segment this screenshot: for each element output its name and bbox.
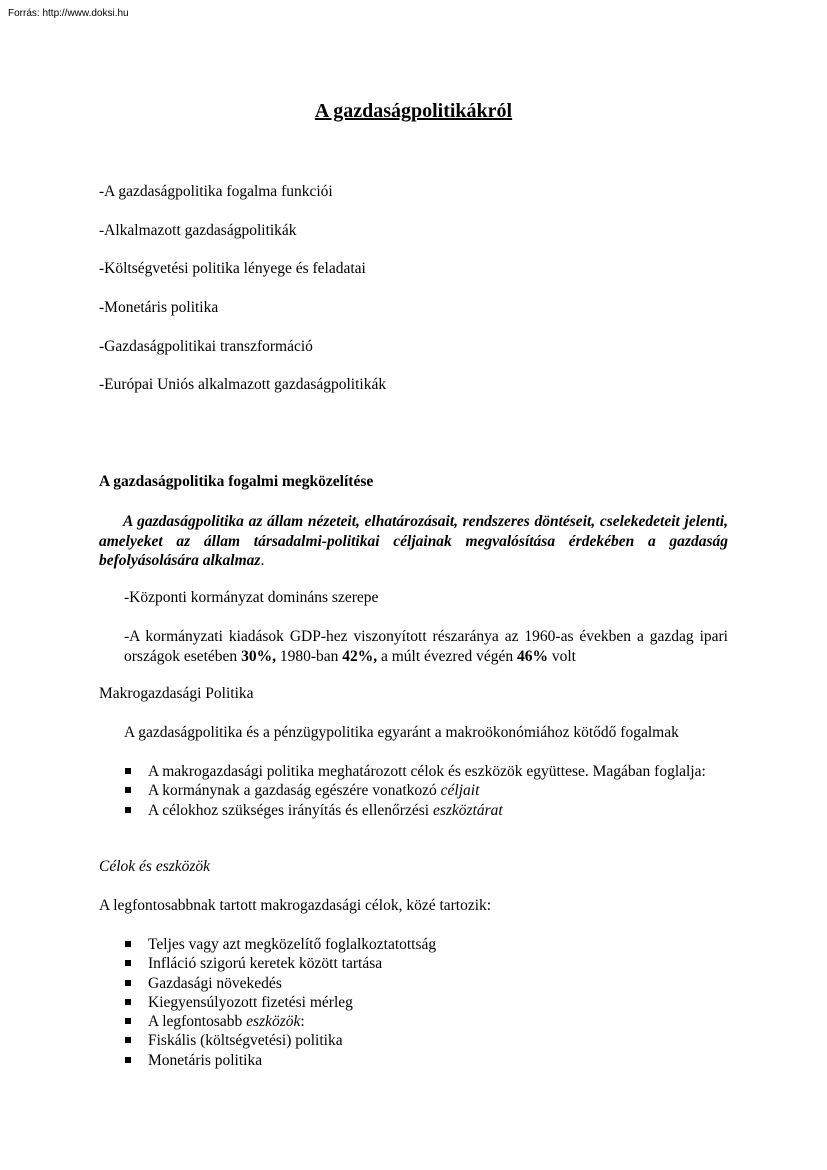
definition-paragraph [99, 512, 728, 571]
gdp-value-1960: 30%, [241, 647, 276, 665]
list-item [124, 993, 728, 1012]
list-item-italic: eszköztárat [432, 801, 503, 819]
list-item [124, 801, 728, 820]
makro-intro: A gazdaságpolitika és a pénzügypolitika egyaránt a makroökonómiához kötődő fogalmak [124, 724, 679, 741]
list-item [124, 762, 728, 781]
list-item-text: Fiskális (költségvetési) politika [148, 1032, 343, 1050]
makro-heading: Makrogazdasági Politika [99, 685, 254, 702]
gdp-text-2: 1980-ban [275, 647, 343, 665]
list-item-text: Teljes vagy azt megközelítő foglalkoztatottság [148, 936, 437, 953]
gdp-value-2000: 46% [516, 647, 548, 665]
topic-item: -Gazdaságpolitikai transzformáció [99, 338, 313, 355]
definition-period: . [260, 552, 265, 569]
list-item-text: Kiegyensúlyozott fizetési mérleg [148, 993, 353, 1011]
goals-heading: Célok és eszközök [99, 858, 211, 875]
list-item-text: A makrogazdasági politika meghatározott célok és eszközök együttese. Magában foglalja: [148, 763, 706, 780]
gdp-text-4: volt [547, 647, 576, 665]
list-item [124, 1012, 728, 1031]
goals-bullet-list [124, 935, 728, 1070]
list-item [124, 935, 728, 954]
list-item [124, 974, 728, 993]
gdp-value-1980: 42%, [342, 647, 378, 665]
gdp-text-1: -A kormányzati kiadások GDP-hez viszonyított részaránya az 1960-as években a gazdag ipari országok esetében [124, 628, 728, 665]
source-label: Forrás: http://www.doksi.hu [8, 8, 129, 19]
list-item [124, 954, 728, 973]
goals-intro: A legfontosabbnak tartott makrogazdasági célok, közé tartozik: [99, 897, 492, 914]
list-item [124, 1051, 728, 1070]
list-item-italic: céljait [440, 782, 480, 800]
list-item-text: Monetáris politika [148, 1051, 263, 1069]
gdp-text-3: a múlt évezred végén [377, 647, 517, 665]
list-item [124, 1031, 728, 1050]
topic-item: -Költségvetési politika lényege és feladatai [99, 260, 366, 277]
topic-item: -Európai Uniós alkalmazott gazdaságpolitikák [99, 376, 387, 393]
list-item-text: Gazdasági növekedés [148, 974, 282, 992]
topic-item: -Alkalmazott gazdaságpolitikák [99, 222, 297, 239]
page-title: A gazdaságpolitikákról [314, 100, 513, 122]
list-item-text: Infláció szigorú keretek között tartása [148, 955, 383, 973]
list-item-suffix: : [300, 1013, 305, 1031]
section-heading: A gazdaságpolitika fogalmi megközelítése [99, 473, 374, 490]
definition-text: A gazdaságpolitika az állam nézeteit, elhatározásait, rendszeres döntéseit, cselekedeteit jelenti, amelyeket az állam társadalmi-politikai céljainak megvalósítása érdekében a gazdaság befolyásolására alkalmaz [99, 513, 728, 569]
central-government-line: -Központi kormányzat domináns szerepe [124, 589, 379, 606]
list-item-text: A kormánynak a gazdaság egészére vonatkozó [148, 782, 441, 800]
makro-bullet-list [124, 762, 728, 820]
topic-item: -A gazdaságpolitika fogalma funkciói [99, 183, 333, 200]
gdp-share-paragraph [124, 627, 728, 666]
list-item-italic: eszközök [246, 1013, 301, 1031]
list-item [124, 781, 728, 800]
list-item-text: A célokhoz szükséges irányítás és ellenőrzési [148, 801, 433, 819]
topic-item: -Monetáris politika [99, 299, 219, 316]
list-item-text: A legfontosabb [148, 1013, 247, 1031]
